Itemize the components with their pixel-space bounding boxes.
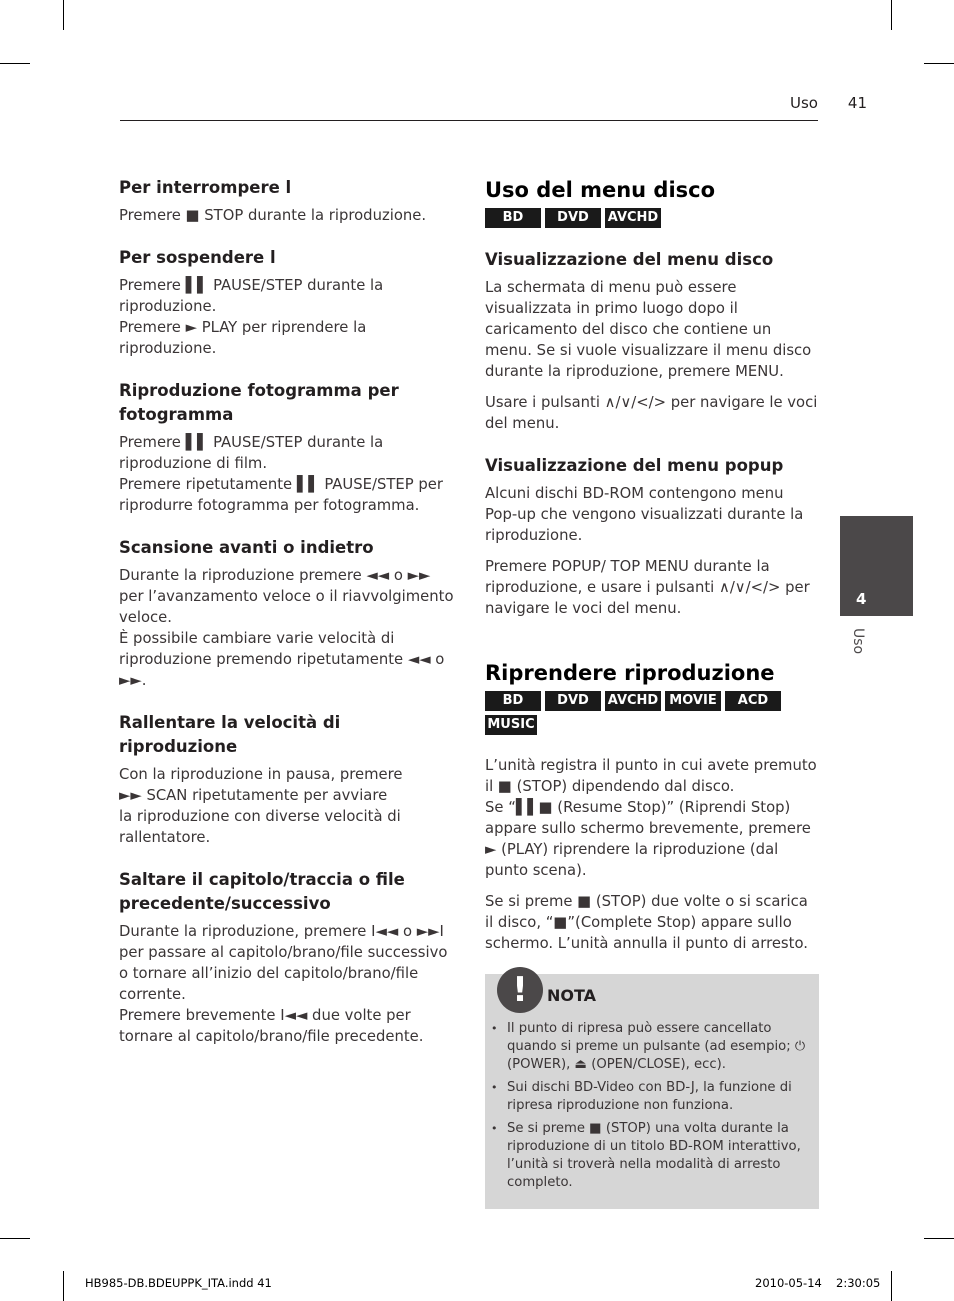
badge-bd: BD — [485, 691, 541, 711]
crop-mark — [63, 0, 64, 30]
chapter-label: Uso — [850, 628, 866, 655]
section-title: Per sospendere l — [119, 248, 276, 267]
note-list — [489, 1020, 813, 1192]
heading-disc-menu: Uso del menu disco — [485, 178, 716, 202]
list-item: • Il punto di ripresa può essere cancellato quando si preme un pulsante (ad esempio; ⏻ (POWER), ⏏ (OPEN/CLOSE), ecc). — [489, 1020, 813, 1074]
badge-acd: ACD — [725, 691, 781, 711]
section-title: Visualizzazione del menu disco — [485, 250, 774, 269]
badge-music: MUSIC — [485, 715, 537, 735]
right-column — [485, 176, 819, 1209]
badge-bd: BD — [485, 208, 541, 228]
section-text: La schermata di menu può essere visualizzata in primo luogo dopo il caricamento del disco che contiene un menu. Se si vuole visualizzare il menu disco durante la riproduzione, premere MENU. — [485, 279, 812, 380]
section-text: Durante la riproduzione, premere I◄◄ o ►►I per passare al capitolo/brano/file successivo o tornare all’inizio del capitolo/brano/file corrente. Premere brevemente I◄◄ due volte per tornare al capitolo/brano/file precedente. — [119, 923, 448, 1045]
section-title: Visualizzazione del menu popup — [485, 456, 784, 475]
section-skip — [119, 868, 459, 1047]
footer-date: 2010-05-14 — [755, 1276, 822, 1290]
note-title: NOTA — [547, 985, 597, 1005]
footer-time: 2:30:05 — [836, 1276, 881, 1290]
section-title: Riproduzione fotogramma per fotogramma — [119, 381, 399, 424]
section-disc-menu — [485, 248, 819, 434]
section-text: Con la riproduzione in pausa, premere ►► SCAN ripetutamente per avviare la riproduzione con diverse velocità di rallentatore. — [119, 766, 403, 846]
badge-avchd: AVCHD — [605, 208, 661, 228]
heading-resume: Riprendere riproduzione — [485, 661, 775, 685]
page-header — [120, 94, 867, 121]
badge-avchd: AVCHD — [605, 691, 661, 711]
left-column — [119, 176, 459, 1067]
disc-badges — [485, 691, 785, 735]
section-text: Se si preme ■ (STOP) due volte o si scarica il disco, “■”(Complete Stop) appare sullo schermo. L’unità annulla il punto di arresto. — [485, 893, 808, 952]
section-text: L’unità registra il punto in cui avete premuto il ■ (STOP) dipendendo dal disco. Se “▌▌■ (Resume Stop)” (Riprendi Stop) appare sullo schermo brevemente, premere ► (PLAY) riprendere la riproduzione (dal punto scena). — [485, 757, 817, 879]
footer-file: HB985-DB.BDEUPPK_ITA.indd 41 — [85, 1276, 272, 1290]
crop-mark — [924, 1238, 954, 1239]
note-box — [485, 970, 819, 1209]
crop-mark — [924, 63, 954, 64]
section-title: Rallentare la velocità di riproduzione — [119, 713, 341, 756]
chapter-number: 4 — [856, 590, 867, 608]
chapter-tab — [840, 516, 913, 616]
section-title: Scansione avanti o indietro — [119, 538, 374, 557]
section-frame-step — [119, 379, 459, 516]
crop-mark — [0, 63, 30, 64]
section-scan — [119, 536, 459, 691]
section-text: Premere ▌▌ PAUSE/STEP durante la riproduzione. Premere ► PLAY per riprendere la riproduzione. — [119, 277, 384, 357]
section-title: Saltare il capitolo/traccia o file precedente/successivo — [119, 870, 405, 913]
section-popup-menu — [485, 454, 819, 619]
section-slow — [119, 711, 459, 848]
section-text: Premere ■ STOP durante la riproduzione. — [119, 207, 427, 224]
section-stop — [119, 176, 459, 226]
page-number: 41 — [847, 94, 867, 112]
badge-dvd: DVD — [545, 208, 601, 228]
section-resume — [485, 755, 819, 954]
crop-mark — [891, 1271, 892, 1301]
badge-dvd: DVD — [545, 691, 601, 711]
crop-mark — [63, 1271, 64, 1301]
crop-mark — [891, 0, 892, 30]
section-pause — [119, 246, 459, 359]
badge-movie: MOVIE — [665, 691, 721, 711]
exclamation-icon: ! — [497, 967, 543, 1013]
section-text: Premere ▌▌ PAUSE/STEP durante la riproduzione di film. Premere ripetutamente ▌▌ PAUSE/STEP per riprodurre fotogramma per fotogramma. — [119, 434, 443, 514]
section-name: Uso — [790, 94, 818, 112]
list-item: • Se si preme ■ (STOP) una volta durante la riproduzione di un titolo BD-ROM interattivo, l’unità si troverà nella modalità di arresto completo. — [489, 1120, 813, 1192]
section-text: Alcuni dischi BD-ROM contengono menu Pop-up che vengono visualizzati durante la riproduzione. — [485, 485, 804, 544]
section-text: Durante la riproduzione premere ◄◄ o ►► per l’avanzamento veloce o il riavvolgimento veloce. È possibile cambiare varie velocità di riproduzione premendo ripetutamente ◄◄ o ►►. — [119, 567, 454, 689]
disc-badges — [485, 208, 785, 228]
section-title: Per interrompere l — [119, 178, 292, 197]
section-text: Premere POPUP/ TOP MENU durante la riproduzione, e usare i pulsanti ∧/∨/</> per navigare le voci del menu. — [485, 558, 810, 617]
list-item: • Sui dischi BD-Video con BD-J, la funzione di ripresa riproduzione non funziona. — [489, 1079, 813, 1115]
crop-mark — [0, 1238, 30, 1239]
section-text: Usare i pulsanti ∧/∨/</> per navigare le voci del menu. — [485, 394, 818, 432]
